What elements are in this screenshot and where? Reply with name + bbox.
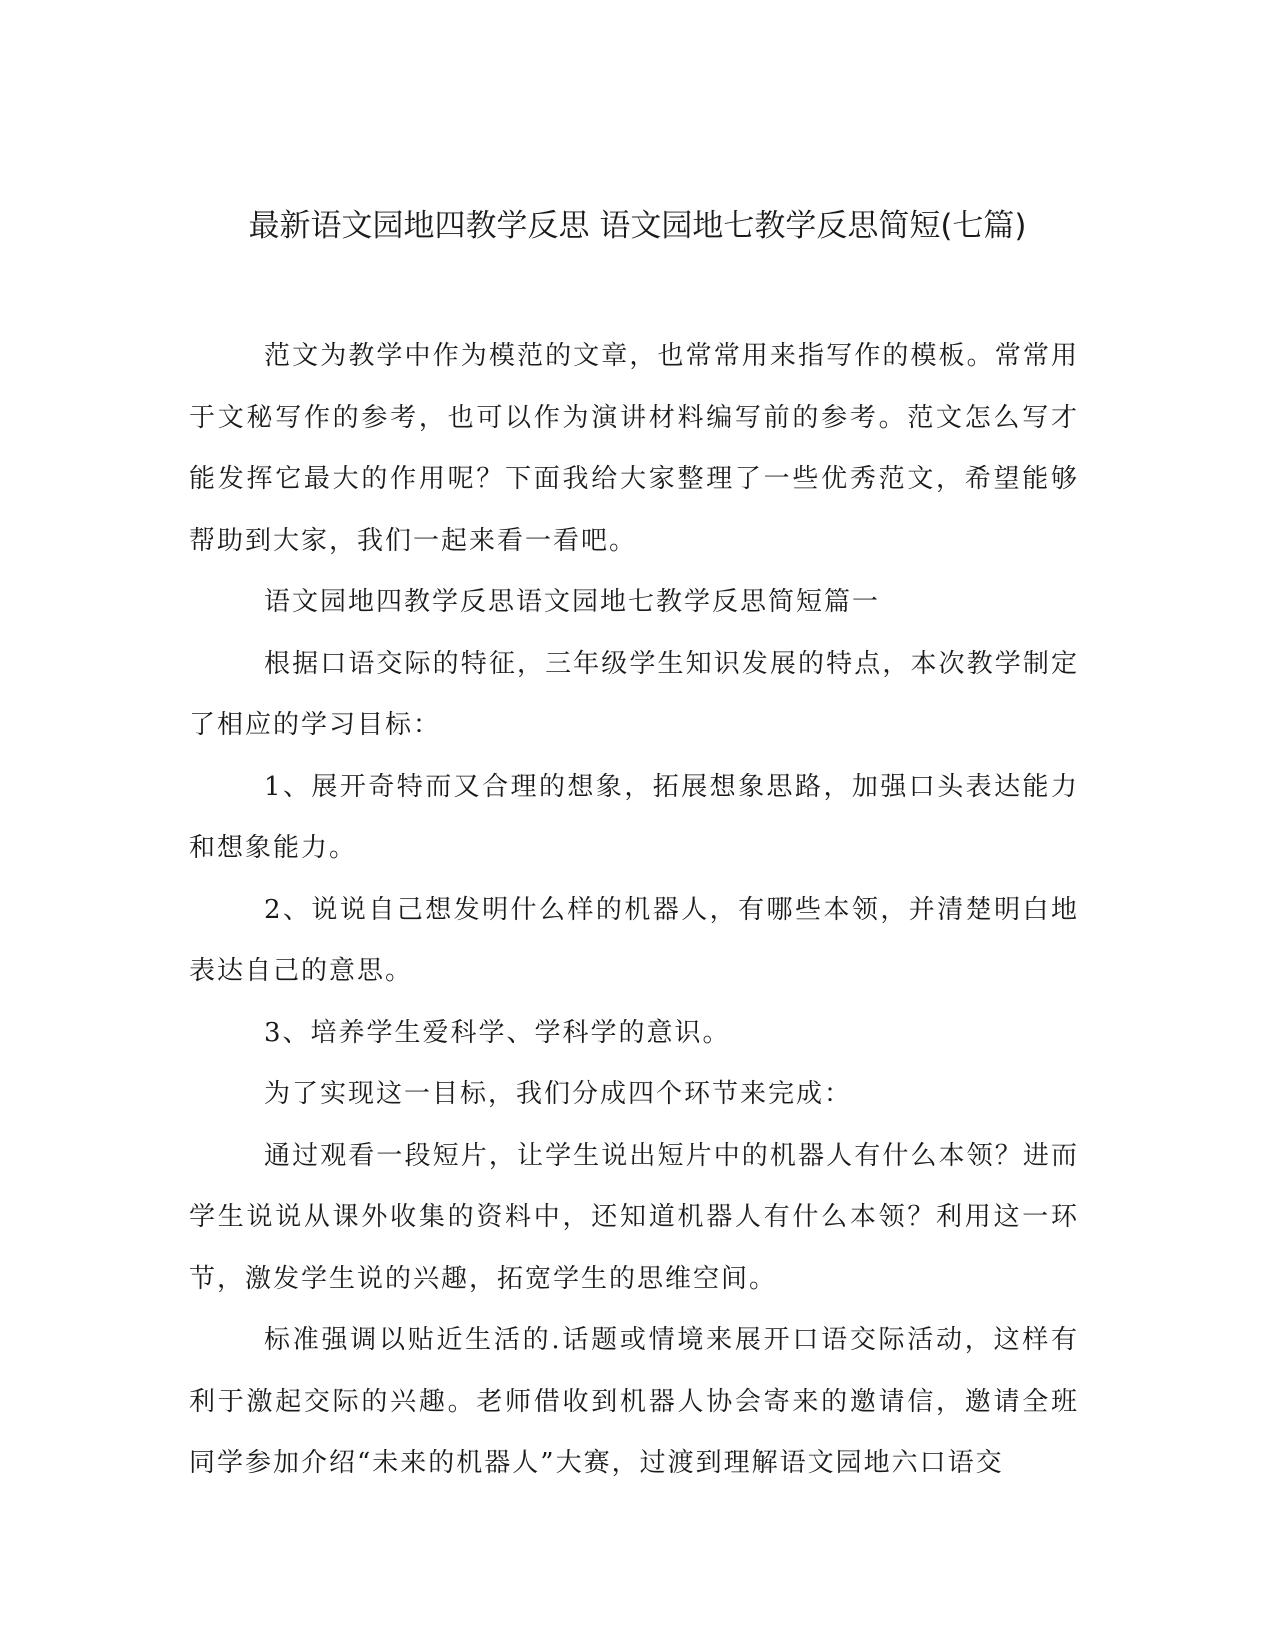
paragraph: 为了实现这一目标，我们分成四个环节来完成：	[264, 1079, 853, 1109]
list-item: 1、展开奇特而又合理的想象，拓展想象思路，加强口头表达能力和想象能力。	[189, 771, 1079, 863]
paragraph: 根据口语交际的特征，三年级学生知识发展的特点，本次教学制定了相应的学习目标：	[189, 648, 1079, 740]
paragraph: 通过观看一段短片，让学生说出短片中的机器人有什么本领？进而学生说说从课外收集的资料中，还知道机器人有什么本领？利用这一环节，激发学生说的兴趣，拓宽学生的思维空间。	[189, 1140, 1079, 1294]
document-body	[189, 326, 1079, 1495]
paragraph: 标准强调以贴近生活的.话题或情境来展开口语交际活动，这样有利于激起交际的兴趣。老师借收到机器人协会寄来的邀请信，邀请全班同学参加介绍“未来的机器人”大赛，过渡到理解语文园地六口语交	[189, 1325, 1079, 1478]
list-item: 3、培养学生爱科学、学科学的意识。	[264, 1017, 731, 1048]
section-heading: 语文园地四教学反思语文园地七教学反思简短篇一	[264, 587, 881, 617]
list-item: 2、说说自己想发明什么样的机器人，有哪些本领，并清楚明白地表达自己的意思。	[189, 894, 1079, 986]
paragraph-intro: 范文为教学中作为模范的文章，也常常用来指写作的模板。常常用于文秘写作的参考，也可以作为演讲材料编写前的参考。范文怎么写才能发挥它最大的作用呢？下面我给大家整理了一些优秀范文，希望能够帮助到大家，我们一起来看一看吧。	[189, 341, 1079, 556]
document-title: 最新语文园地四教学反思 语文园地七教学反思简短(七篇)	[248, 208, 1027, 244]
